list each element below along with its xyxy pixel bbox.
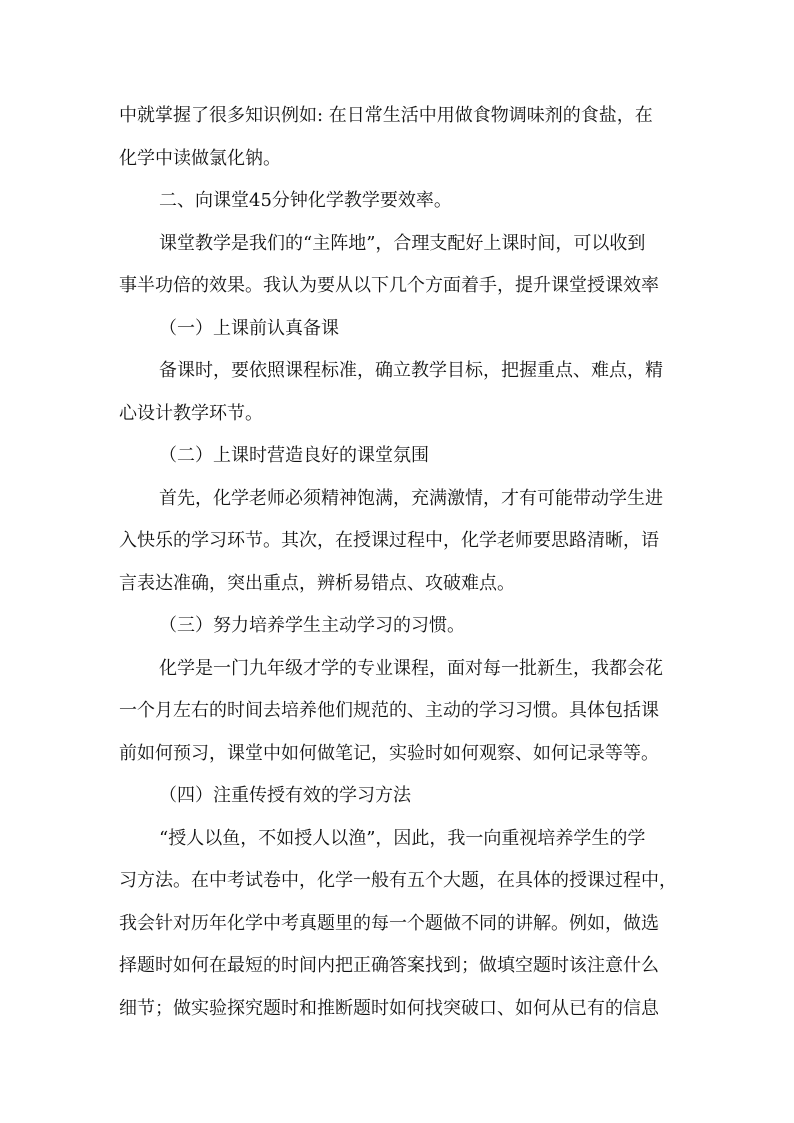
subsection-heading: （三）努力培养学生主动学习的习惯。 (159, 615, 465, 636)
text-line: 化学中读做氯化钠。 (119, 147, 281, 169)
text-line: 事半功倍的效果。我认为要从以下几个方面着手，提升课堂授课效率 (119, 275, 659, 296)
body-text (119, 95, 679, 1030)
text-line: 一个月左右的时间去培养他们规范的、主动的学习习惯。具体包括课 (119, 700, 659, 721)
text-line: “授人以鱼，不如授人以渔”，因此，我一向重视培养学生的学 (159, 827, 646, 849)
text-line: 心设计教学环节。 (119, 402, 263, 424)
text-line: 备课时，要依照课程标准，确立教学目标，把握重点、难点，精 (159, 360, 663, 381)
text-line: 择题时如何在最短的时间内把正确答案找到；做填空题时该注意什么 (119, 955, 659, 976)
text-line: 前如何预习，课堂中如何做笔记，实验时如何观察、如何记录等等。 (119, 742, 659, 764)
text-line: 课堂教学是我们的“主阵地”，合理支配好上课时间，可以收到 (159, 232, 646, 254)
section-heading: 二、向课堂45分钟化学教学要效率。 (159, 190, 452, 211)
text-line: 细节；做实验探究题时和推断题时如何找突破口、如何从已有的信息 (119, 997, 659, 1019)
text-line: 中就掌握了很多知识例如: 在日常生活中用做食物调味剂的食盐，在 (119, 105, 653, 126)
text-line: 入快乐的学习环节。其次，在授课过程中，化学老师要思路清晰，语 (119, 530, 659, 551)
text-line: 首先，化学老师必须精神饱满，充满激情，才有可能带动学生进 (159, 487, 663, 509)
text-line: 化学是一门九年级才学的专业课程，面对每一批新生，我都会花 (159, 657, 663, 679)
subsection-heading: （一）上课前认真备课 (159, 317, 339, 339)
subsection-heading: （二）上课时营造良好的课堂氛围 (159, 445, 429, 466)
text-line: 我会针对历年化学中考真题里的每一个题做不同的讲解。例如，做选 (119, 912, 659, 934)
text-line: 言表达准确，突出重点，辨析易错点、攻破难点。 (119, 572, 515, 594)
text-line: 习方法。在中考试卷中，化学一般有五个大题，在具体的授课过程中， (119, 870, 677, 891)
subsection-heading: （四）注重传授有效的学习方法 (159, 785, 411, 806)
